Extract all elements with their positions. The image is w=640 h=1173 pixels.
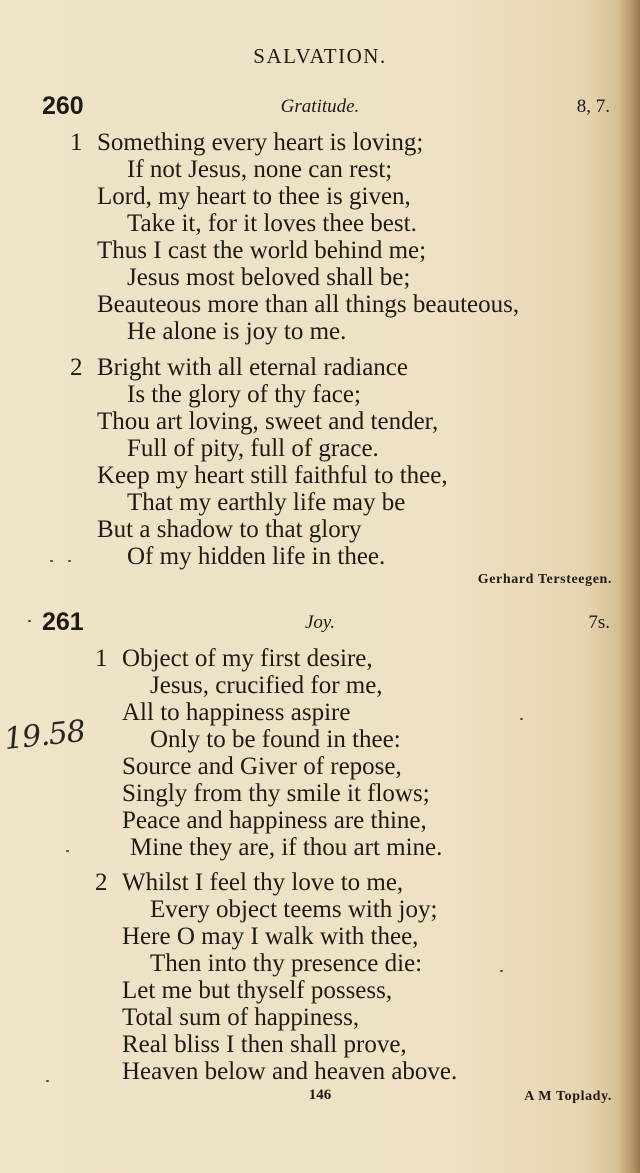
verse-line: Full of pity, full of grace. — [127, 435, 379, 462]
verse-number: 1 — [95, 645, 108, 672]
ink-speck — [68, 560, 71, 562]
hymn-title: Gratitude. — [280, 96, 360, 117]
handwritten-note: 19.58 — [2, 713, 87, 758]
verse-line: Real bliss I then shall prove, — [122, 1031, 407, 1058]
ink-speck — [50, 560, 53, 562]
verse-line: Lord, my heart to thee is given, — [97, 183, 411, 210]
hymn-header — [0, 608, 640, 642]
verse-line: Peace and happiness are thine, — [122, 807, 427, 834]
verse-line: Bright with all eternal radiance — [97, 354, 408, 381]
ink-speck — [66, 850, 69, 852]
hymn-meter: 8, 7. — [576, 96, 610, 117]
ink-speck — [500, 970, 503, 972]
verse-number: 1 — [70, 129, 83, 156]
verse-line: Whilst I feel thy love to me, — [122, 869, 404, 896]
hymn-header — [0, 92, 640, 126]
verse-line: Jesus, crucified for me, — [150, 672, 383, 699]
verse-number: 2 — [70, 354, 83, 381]
hymn-number: 260 — [42, 92, 84, 120]
hymn-title: Joy. — [304, 612, 336, 633]
verse-line: If not Jesus, none can rest; — [127, 156, 393, 183]
verse-line: That my earthly life may be — [127, 489, 406, 516]
verse-line: Singly from thy smile it flows; — [122, 780, 430, 807]
hymn-meter: 7s. — [588, 612, 610, 633]
verse-line: Of my hidden life in thee. — [127, 543, 386, 570]
hymn-author: Gerhard Tersteegen. — [477, 572, 612, 587]
verse-number: 2 — [95, 869, 108, 896]
running-head: SALVATION. — [253, 44, 387, 68]
verse-line: But a shadow to that glory — [97, 516, 362, 543]
verse-line: Then into thy presence die: — [150, 950, 423, 977]
verse-line: Object of my first desire, — [122, 645, 373, 672]
verse-line: Total sum of happiness, — [122, 1004, 360, 1031]
page-edge — [618, 0, 640, 1173]
verse-line: Is the glory of thy face; — [127, 381, 361, 408]
verse-line: Thus I cast the world behind me; — [97, 237, 427, 264]
verse-line: Keep my heart still faithful to thee, — [97, 462, 448, 489]
ink-speck — [28, 620, 31, 622]
verse-line: Beauteous more than all things beauteous, — [97, 291, 520, 318]
ink-speck — [46, 1080, 49, 1082]
verse-line: Here O may I walk with thee, — [122, 923, 419, 950]
verse-line: Jesus most beloved shall be; — [127, 264, 411, 291]
page-number: 146 — [308, 1087, 332, 1103]
verse-line: Take it, for it loves thee best. — [127, 210, 417, 237]
hymn-number: 261 — [42, 608, 84, 636]
verse-line: Mine they are, if thou art mine. — [130, 834, 443, 861]
verse-line: Let me but thyself possess, — [122, 977, 393, 1004]
ink-speck — [520, 718, 523, 720]
verse-line: Only to be found in thee: — [150, 726, 401, 753]
verse-line: He alone is joy to me. — [127, 318, 347, 345]
hymn-author: A M Toplady. — [524, 1089, 612, 1104]
verse-line: Every object teems with joy; — [150, 896, 438, 923]
verse-line: Heaven below and heaven above. — [122, 1058, 458, 1085]
verse-line: All to happiness aspire — [122, 699, 351, 726]
verse-line: Something every heart is loving; — [97, 129, 424, 156]
verse-line: Thou art loving, sweet and tender, — [97, 408, 439, 435]
verse-line: Source and Giver of repose, — [122, 753, 402, 780]
